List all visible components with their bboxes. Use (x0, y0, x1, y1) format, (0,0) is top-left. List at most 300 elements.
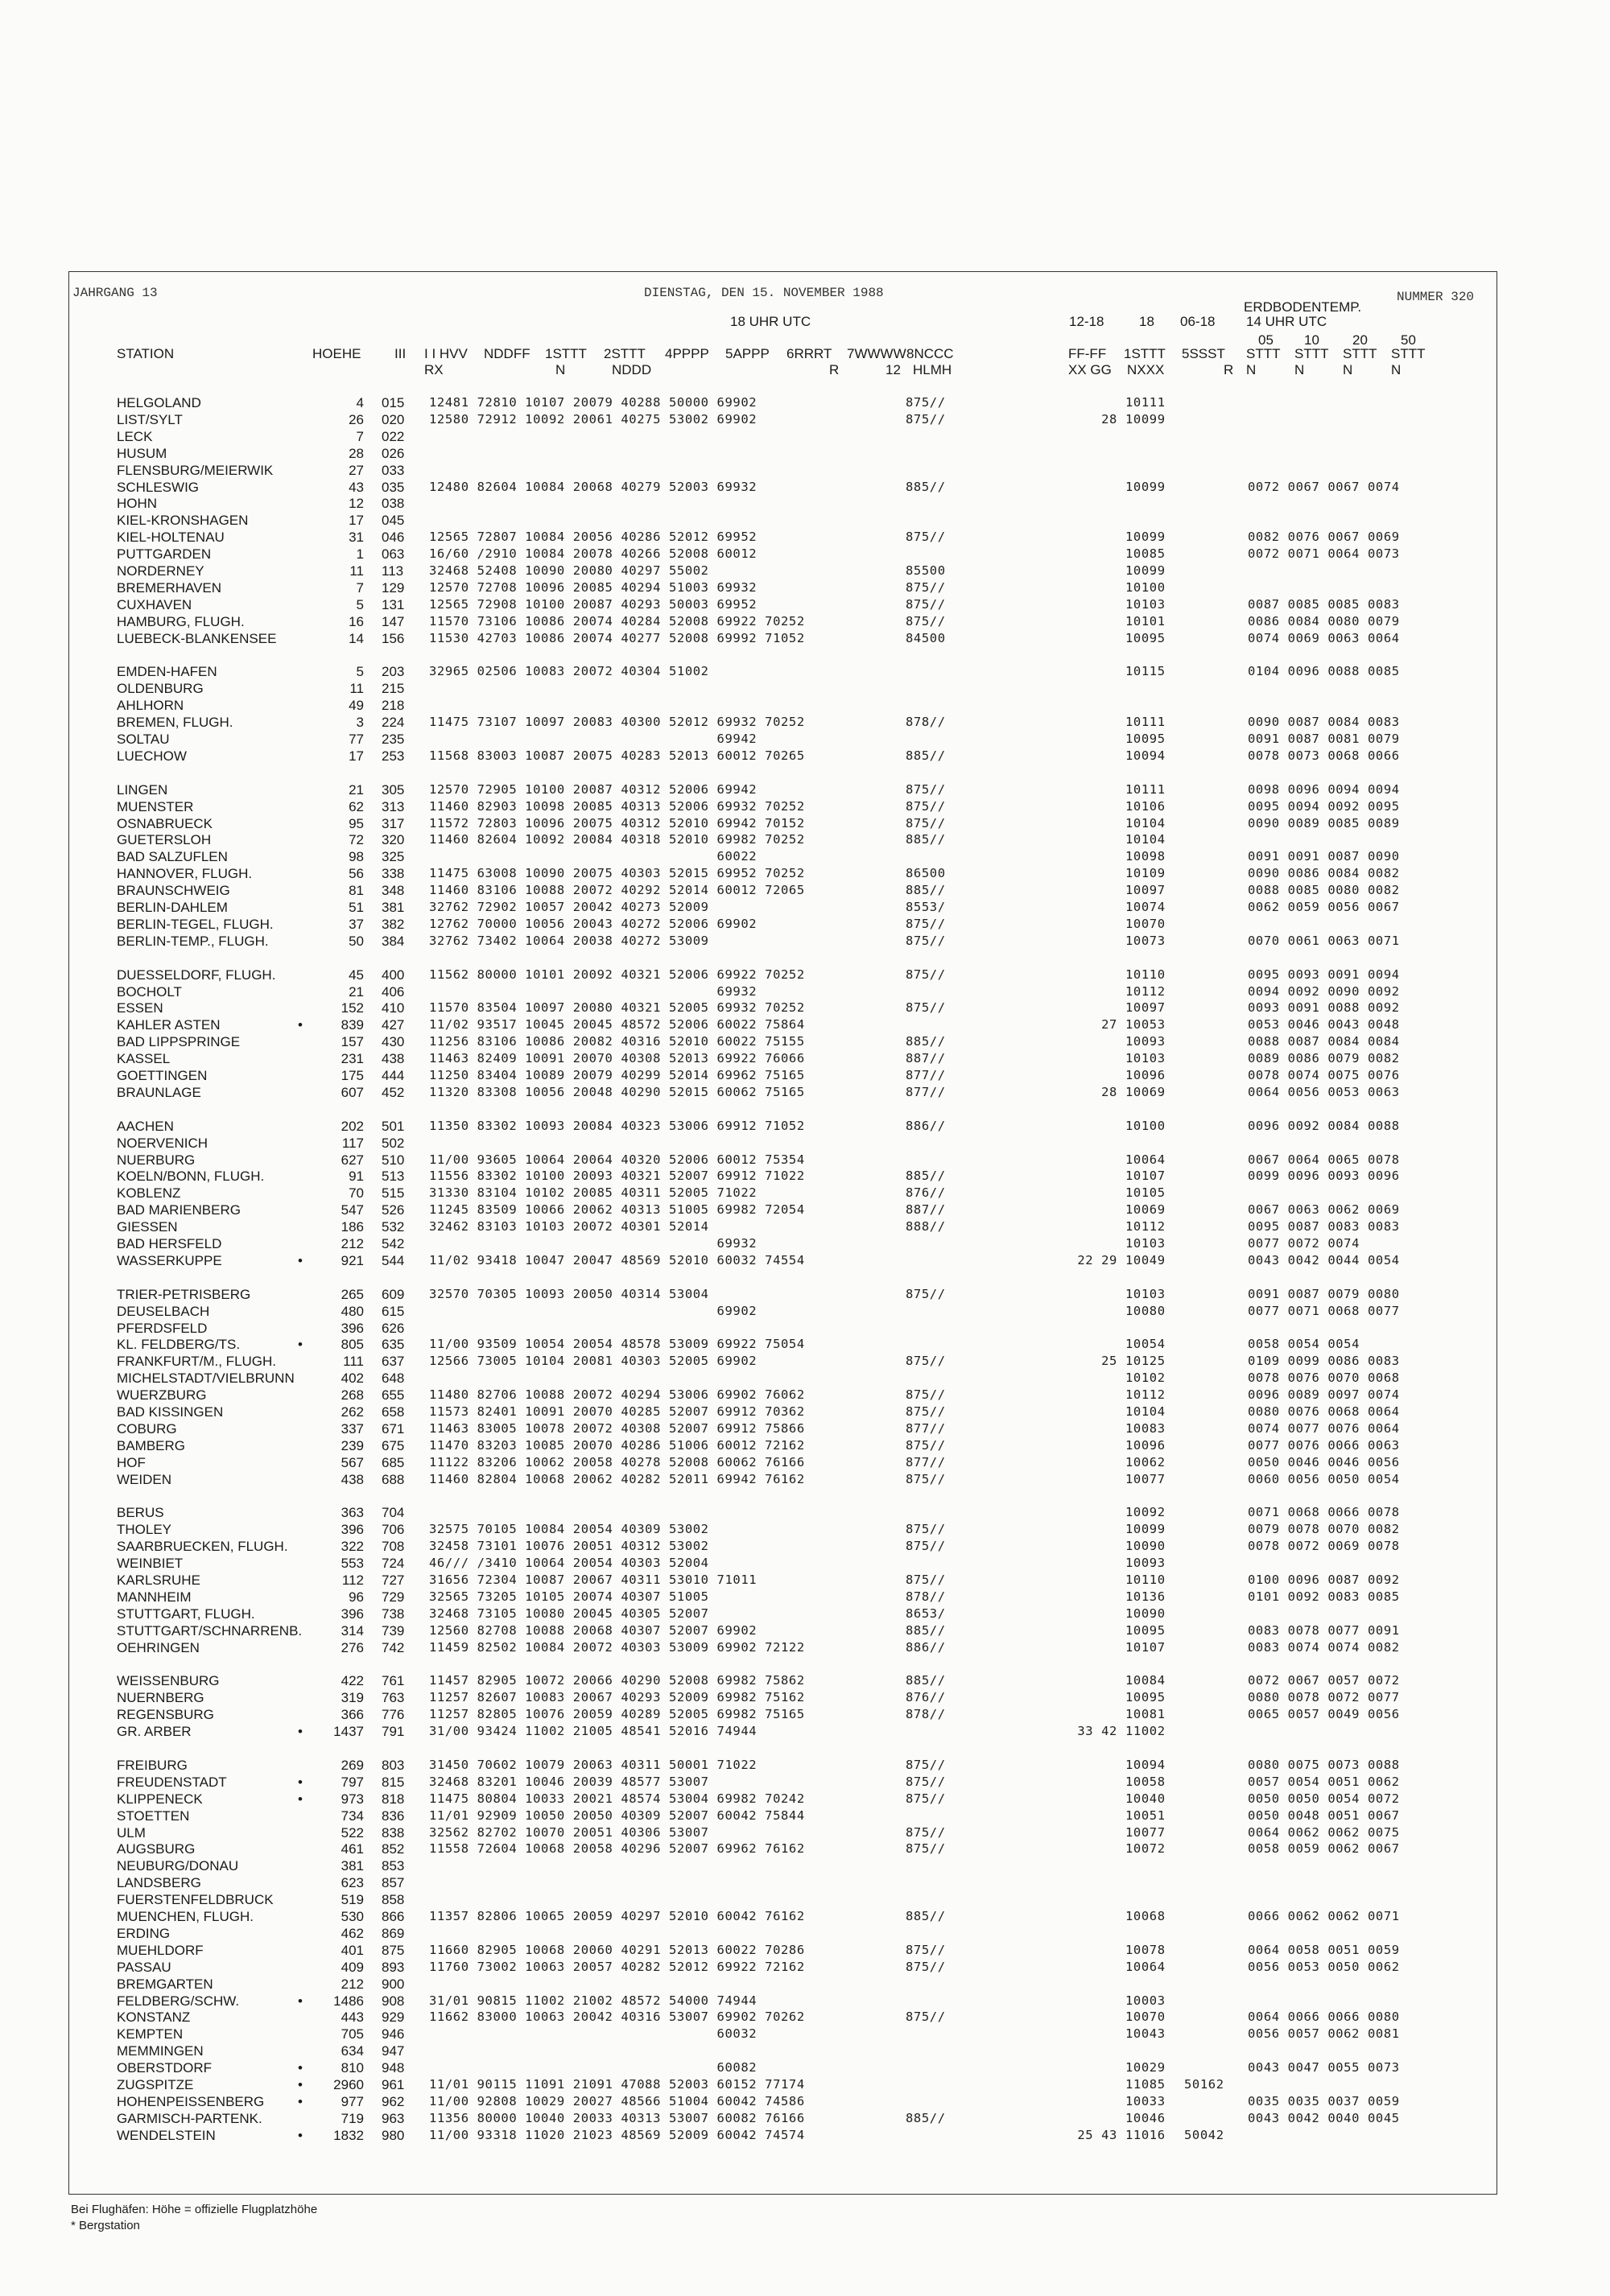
station-height: 28 (349, 445, 364, 461)
max-temp-group: 10110 (1125, 967, 1166, 982)
hdr-iii: III (394, 346, 407, 361)
station-id: 035 (382, 479, 405, 495)
bergstation-marker: • (298, 1017, 303, 1033)
station-id: 675 (382, 1437, 405, 1453)
col-18-label: 18 (1139, 314, 1154, 329)
uhr14-label: 14 UHR UTC (1246, 314, 1327, 329)
soil-temp-groups: 0078 0072 0069 0078 (1248, 1539, 1400, 1554)
depth-05: 05 (1258, 332, 1274, 348)
station-height: 4 (356, 395, 364, 410)
synop-groups: 11/01 92909 10050 20050 40309 52007 60042 75844 (429, 1808, 805, 1823)
hdr-n2: N (1294, 362, 1305, 377)
synop-groups: 16/60 /2910 10084 20078 40266 52008 60012 (429, 546, 758, 562)
station-name: BRAUNSCHWEIG (117, 883, 230, 899)
station-id: 706 (382, 1522, 405, 1538)
jahrgang-label: JAHRGANG 13 (72, 286, 158, 300)
cloud-group: 877// (906, 1068, 946, 1082)
station-id: 218 (382, 698, 405, 714)
synop-groups: 32458 73101 10076 20051 40312 53002 (429, 1539, 709, 1554)
station-name: KOBLENZ (117, 1185, 181, 1202)
soil-temp-groups: 0094 0092 0090 0092 (1248, 983, 1400, 999)
synop-groups: 32575 70105 10084 20054 40309 53002 (429, 1522, 709, 1537)
station-name: FREIBURG (117, 1757, 188, 1773)
synop-groups: 11357 82806 10065 20059 40297 52010 60042 76162 (429, 1909, 805, 1923)
station-id: 688 (382, 1471, 405, 1487)
station-name: SOLTAU (117, 732, 170, 747)
hdr-nxxx: NXXX (1127, 362, 1165, 377)
max-temp-group: 10107 (1125, 1169, 1166, 1184)
station-id: 515 (382, 1185, 405, 1202)
soil-temp-groups: 0078 0076 0070 0068 (1248, 1371, 1400, 1386)
station-height: 152 (341, 1000, 364, 1016)
soil-temp-groups: 0090 0086 0084 0082 (1248, 866, 1400, 881)
synop-groups: 11470 83203 10085 20070 40286 51006 60012 72162 (429, 1437, 805, 1453)
cloud-group: 875// (906, 1437, 946, 1453)
station-id: 452 (382, 1084, 405, 1100)
soil-temp-groups: 0095 0093 0091 0094 (1248, 967, 1400, 982)
station-name: OEHRINGEN (117, 1639, 200, 1655)
station-height: 607 (341, 1084, 364, 1100)
station-height: 50 (349, 933, 364, 949)
soil-temp-groups: 0087 0085 0085 0083 (1248, 596, 1400, 612)
station-name: FUERSTENFELDBRUCK (117, 1892, 274, 1908)
cloud-group: 885// (906, 883, 946, 898)
station-height: 269 (341, 1757, 364, 1773)
max-temp-group: 10040 (1125, 1791, 1166, 1806)
synop-groups: 69932 (429, 983, 758, 999)
gust-group: 28 (1101, 1084, 1117, 1099)
station-id: 648 (382, 1371, 405, 1387)
station-name: MUENCHEN, FLUGH. (117, 1909, 254, 1924)
station-height: 422 (341, 1673, 364, 1689)
cloud-group: 875// (906, 1942, 946, 1957)
max-temp-group: 10096 (1125, 1068, 1166, 1082)
col-12-18-label: 12-18 (1069, 314, 1104, 329)
max-temp-group: 10081 (1125, 1707, 1166, 1722)
max-temp-group: 10107 (1125, 1639, 1166, 1655)
cloud-group: 877// (906, 1420, 946, 1436)
station-name: MEMMINGEN (117, 2043, 204, 2059)
station-height: 268 (341, 1387, 364, 1404)
station-id: 836 (382, 1808, 405, 1824)
soil-temp-groups: 0067 0063 0062 0069 (1248, 1202, 1400, 1218)
synop-groups: 11460 83106 10088 20072 40292 52014 60012 72065 (429, 883, 805, 898)
soil-temp-groups: 0080 0078 0072 0077 (1248, 1690, 1400, 1705)
max-temp-group: 10097 (1125, 883, 1166, 898)
cloud-group: 887// (906, 1202, 946, 1218)
station-name: DUESSELDORF, FLUGH. (117, 967, 276, 983)
synop-groups: 60032 (429, 2026, 758, 2042)
max-temp-group: 10104 (1125, 1404, 1166, 1419)
station-name: FREUDENSTADT (117, 1774, 227, 1790)
station-height: 91 (349, 1169, 364, 1185)
hdr-hlmh: HLMH (913, 362, 952, 377)
gust-group: 33 42 (1077, 1724, 1117, 1739)
station-id: 022 (382, 428, 405, 444)
station-height: 3 (356, 715, 364, 731)
station-name: EMDEN-HAFEN (117, 664, 217, 680)
hdr-rx: RX (424, 362, 444, 377)
max-temp-group: 10103 (1125, 596, 1166, 612)
station-name: BAD SALZUFLEN (117, 849, 228, 865)
station-id: 791 (382, 1724, 405, 1740)
max-temp-group: 10095 (1125, 1690, 1166, 1705)
station-height: 96 (349, 1589, 364, 1605)
synop-groups: 12481 72810 10107 20079 40288 50000 69902 (429, 395, 758, 410)
station-id: 948 (382, 2060, 405, 2076)
station-height: 45 (349, 967, 364, 983)
station-height: 7 (356, 579, 364, 596)
station-height: 95 (349, 815, 364, 831)
cloud-group: 878// (906, 1707, 946, 1722)
synop-groups: 11460 82903 10098 20085 40313 52006 69932 70252 (429, 798, 805, 814)
max-temp-group: 10093 (1125, 1556, 1166, 1571)
synop-groups: 32762 73402 10064 20038 40272 53009 (429, 933, 709, 948)
station-height: 443 (341, 2010, 364, 2026)
synop-groups: 32468 52408 10090 20080 40297 55002 (429, 563, 709, 578)
synop-groups: 11480 82706 10088 20072 40294 53006 69902 76062 (429, 1387, 805, 1403)
synop-groups: 69942 (429, 732, 758, 746)
station-id: 893 (382, 1959, 405, 1975)
soil-temp-groups: 0065 0057 0049 0056 (1248, 1707, 1400, 1722)
station-id: 406 (382, 983, 405, 1000)
station-height: 27 (349, 462, 364, 478)
cloud-group: 876// (906, 1185, 946, 1201)
soil-temp-groups: 0079 0078 0070 0082 (1248, 1522, 1400, 1537)
max-temp-group: 10112 (1125, 983, 1166, 999)
gust-group: 27 (1101, 1017, 1117, 1033)
soil-temp-groups: 0093 0091 0088 0092 (1248, 1000, 1400, 1016)
station-name: BERLIN-DAHLEM (117, 900, 228, 915)
hdr-nddd: NDDD (612, 362, 652, 377)
station-name: HOF (117, 1454, 146, 1470)
station-height: 363 (341, 1505, 364, 1521)
soil-temp-groups: 0064 0058 0051 0059 (1248, 1942, 1400, 1957)
station-name: KASSEL (117, 1051, 171, 1067)
station-height: 16 (349, 613, 364, 629)
max-temp-group: 10078 (1125, 1942, 1166, 1957)
cloud-group: 887// (906, 1051, 946, 1066)
soil-temp-groups: 0072 0067 0067 0074 (1248, 479, 1400, 494)
max-temp-group: 10077 (1125, 1824, 1166, 1840)
station-name: BREMERHAVEN (117, 579, 222, 596)
station-id: 203 (382, 664, 405, 680)
station-height: 381 (341, 1858, 364, 1874)
soil-temp-groups: 0089 0086 0079 0082 (1248, 1051, 1400, 1066)
soil-temp-groups: 0074 0077 0076 0064 (1248, 1420, 1400, 1436)
station-height: 1832 (333, 2127, 364, 2143)
synop-groups: 11459 82502 10084 20072 40303 53009 69902 72122 (429, 1639, 805, 1655)
cloud-group: 875// (906, 815, 946, 831)
max-temp-group: 10111 (1125, 781, 1166, 797)
max-temp-group: 10092 (1125, 1505, 1166, 1520)
synop-groups: 12570 72708 10096 20085 40294 51003 69932 (429, 579, 758, 595)
station-id: 615 (382, 1303, 405, 1319)
station-id: 038 (382, 496, 405, 512)
station-name: MUENSTER (117, 798, 194, 814)
station-height: 81 (349, 883, 364, 899)
cloud-group: 885// (906, 2110, 946, 2125)
synop-groups: 11250 83404 10089 20079 40299 52014 69962 75165 (429, 1068, 805, 1082)
soil-temp-groups: 0072 0071 0064 0073 (1248, 546, 1400, 562)
station-id: 338 (382, 866, 405, 882)
max-temp-group: 10111 (1125, 715, 1166, 730)
station-name: MUEHLDORF (117, 1942, 204, 1958)
soil-temp-groups: 0077 0071 0068 0077 (1248, 1303, 1400, 1318)
synop-groups: 11460 82604 10092 20084 40318 52010 69982 70252 (429, 832, 805, 847)
hdr-iihvv: I I HVV (424, 346, 468, 361)
cloud-group: 875// (906, 411, 946, 427)
max-temp-group: 10062 (1125, 1454, 1166, 1470)
station-id: 526 (382, 1202, 405, 1218)
station-height: 805 (341, 1337, 364, 1353)
gust-group: 25 43 (1077, 2127, 1117, 2142)
cloud-group: 85500 (906, 563, 946, 578)
station-name: BERLIN-TEGEL, FLUGH. (117, 916, 274, 932)
station-height: 77 (349, 732, 364, 747)
station-height: 461 (341, 1841, 364, 1857)
station-height: 202 (341, 1118, 364, 1134)
station-id: 410 (382, 1000, 405, 1016)
hdr-8nccc: 8NCCC (906, 346, 954, 361)
station-height: 157 (341, 1034, 364, 1050)
max-temp-group: 10104 (1125, 832, 1166, 847)
synop-groups: 12570 72905 10100 20087 40312 52006 69942 (429, 781, 758, 797)
cloud-group: 8553/ (906, 900, 946, 914)
station-height: 276 (341, 1639, 364, 1655)
station-height: 1437 (333, 1724, 364, 1740)
station-name: WENDELSTEIN (117, 2127, 216, 2143)
station-height: 553 (341, 1556, 364, 1572)
hdr-2sttt: 2STTT (604, 346, 646, 361)
max-temp-group: 10073 (1125, 933, 1166, 948)
cloud-group: 875// (906, 1387, 946, 1403)
station-height: 11 (349, 563, 364, 579)
max-temp-group: 10090 (1125, 1606, 1166, 1621)
station-id: 857 (382, 1875, 405, 1891)
station-id: 929 (382, 2010, 405, 2026)
soil-temp-groups: 0083 0074 0074 0082 (1248, 1639, 1400, 1655)
erdbodentemp-label: ERDBODENTEMP. (1244, 299, 1362, 315)
soil-temp-groups: 0071 0068 0066 0078 (1248, 1505, 1400, 1520)
synop-groups: 12560 82708 10088 20068 40307 52007 69902 (429, 1622, 758, 1638)
max-temp-group: 10103 (1125, 1236, 1166, 1251)
max-temp-group: 10029 (1125, 2060, 1166, 2075)
station-height: 1 (356, 546, 364, 563)
station-id: 381 (382, 900, 405, 915)
station-height: 567 (341, 1454, 364, 1470)
max-temp-group: 10097 (1125, 1000, 1166, 1016)
station-id: 658 (382, 1404, 405, 1420)
station-name: LIST/SYLT (117, 411, 183, 427)
synop-groups: 32562 82702 10070 20051 40306 53007 (429, 1824, 709, 1840)
max-temp-group: 10080 (1125, 1303, 1166, 1318)
station-id: 015 (382, 395, 405, 410)
station-id: 063 (382, 546, 405, 563)
max-temp-group: 10096 (1125, 1437, 1166, 1453)
station-name: GUETERSLOH (117, 832, 212, 848)
soil-temp-groups: 0043 0047 0055 0073 (1248, 2060, 1400, 2075)
bergstation-marker: • (298, 1252, 303, 1268)
hdr-12: 12 (886, 362, 901, 377)
max-temp-group: 10100 (1125, 579, 1166, 595)
cloud-group: 885// (906, 479, 946, 494)
station-name: LECK (117, 428, 153, 444)
station-height: 231 (341, 1051, 364, 1067)
station-id: 946 (382, 2026, 405, 2042)
station-height: 396 (341, 1320, 364, 1336)
synop-groups: 31/01 90815 11002 21002 48572 54000 74944 (429, 1993, 758, 2008)
soil-temp-groups: 0104 0096 0088 0085 (1248, 664, 1400, 679)
soil-temp-groups: 0098 0096 0094 0094 (1248, 781, 1400, 797)
soil-temp-groups: 0088 0087 0084 0084 (1248, 1034, 1400, 1049)
soil-temp-groups: 0096 0089 0097 0074 (1248, 1387, 1400, 1403)
station-height: 17 (349, 748, 364, 764)
station-height: 112 (341, 1573, 364, 1588)
station-id: 763 (382, 1690, 405, 1706)
max-temp-group: 10098 (1125, 849, 1166, 864)
max-temp-group: 10103 (1125, 1286, 1166, 1301)
soil-temp-groups: 0082 0076 0067 0069 (1248, 530, 1400, 545)
synop-groups: 11457 82905 10072 20066 40290 52008 69982 75862 (429, 1673, 805, 1688)
max-temp-group: 10068 (1125, 1909, 1166, 1923)
date-label: DIENSTAG, DEN 15. NOVEMBER 1988 (644, 286, 884, 300)
synop-groups: 46/// /3410 10064 20054 40303 52004 (429, 1556, 709, 1571)
hdr-6rrrt: 6RRRT (786, 346, 832, 361)
cloud-group: 875// (906, 596, 946, 612)
station-name: PUTTGARDEN (117, 546, 212, 563)
synop-groups: 11245 83509 10066 20062 40313 51005 69982 72054 (429, 1202, 805, 1218)
station-height: 634 (341, 2043, 364, 2059)
cloud-group: 885// (906, 832, 946, 847)
synop-groups: 12480 82604 10084 20068 40279 52003 69932 (429, 479, 758, 494)
station-name: AUGSBURG (117, 1841, 196, 1857)
station-id: 131 (382, 596, 405, 612)
station-id: 963 (382, 2110, 405, 2126)
synop-groups: 11572 72803 10096 20075 40312 52010 69942 70152 (429, 815, 805, 831)
station-id: 542 (382, 1236, 405, 1251)
station-id: 742 (382, 1639, 405, 1655)
station-name: KEMPTEN (117, 2026, 184, 2042)
station-id: 655 (382, 1387, 405, 1404)
station-name: MICHELSTADT/VIELBRUNN (117, 1371, 295, 1387)
max-temp-group: 10099 (1125, 563, 1166, 578)
synop-groups: 11760 73002 10063 20057 40282 52012 69922 72162 (429, 1959, 805, 1974)
station-id: 875 (382, 1942, 405, 1958)
station-name: FLENSBURG/MEIERWIK (117, 462, 274, 478)
soil-temp-groups: 0095 0087 0083 0083 (1248, 1219, 1400, 1235)
station-name: LINGEN (117, 781, 168, 798)
station-height: 5 (356, 596, 364, 612)
station-height: 51 (349, 900, 364, 915)
station-height: 438 (341, 1471, 364, 1487)
max-temp-group: 10111 (1125, 395, 1166, 410)
synop-groups: 60082 (429, 2060, 758, 2075)
cloud-group: 877// (906, 1084, 946, 1099)
max-temp-group: 10100 (1125, 1118, 1166, 1133)
synop-groups: 11257 82607 10083 20067 40293 52009 69982 75162 (429, 1690, 805, 1705)
hdr-sttt2: STTT (1294, 346, 1329, 361)
station-id: 382 (382, 916, 405, 932)
station-height: 480 (341, 1303, 364, 1319)
soil-temp-groups: 0072 0067 0057 0072 (1248, 1673, 1400, 1688)
synop-groups: 11660 82905 10068 20060 40291 52013 60022 70286 (429, 1942, 805, 1957)
hdr-hoehe: HOEHE (312, 346, 361, 361)
station-height: 117 (341, 1135, 364, 1151)
soil-temp-groups: 0078 0073 0068 0066 (1248, 748, 1400, 763)
synop-groups: 11320 83308 10056 20048 40290 52015 60062 75165 (429, 1084, 805, 1099)
synop-groups: 11356 80000 10040 20033 40313 53007 60082 76166 (429, 2110, 805, 2125)
station-name: GIESSEN (117, 1219, 178, 1235)
soil-temp-groups: 0062 0059 0056 0067 (1248, 900, 1400, 914)
max-temp-group: 10085 (1125, 546, 1166, 562)
station-id: 858 (382, 1892, 405, 1908)
station-height: 11 (349, 681, 364, 697)
station-name: KOELN/BONN, FLUGH. (117, 1169, 265, 1185)
soil-temp-groups: 0090 0087 0084 0083 (1248, 715, 1400, 730)
station-height: 839 (341, 1017, 364, 1033)
soil-temp-groups: 0064 0066 0066 0080 (1248, 2010, 1400, 2025)
station-height: 72 (349, 832, 364, 848)
max-temp-group: 10095 (1125, 732, 1166, 746)
soil-temp-groups: 0056 0053 0050 0062 (1248, 1959, 1400, 1974)
max-temp-group: 10069 (1125, 1202, 1166, 1218)
hdr-5appp: 5APPP (725, 346, 770, 361)
station-id: 313 (382, 798, 405, 814)
station-name: SCHLESWIG (117, 479, 200, 495)
gust-group: 22 29 (1077, 1252, 1117, 1268)
cloud-group: 875// (906, 1959, 946, 1974)
synop-groups: 11558 72604 10068 20058 40296 52007 69962 76162 (429, 1841, 805, 1857)
max-temp-group: 10109 (1125, 866, 1166, 881)
cloud-group: 875// (906, 395, 946, 410)
station-name: BERLIN-TEMP., FLUGH. (117, 933, 269, 949)
synop-groups: 69902 (429, 1303, 758, 1318)
bergstation-marker: • (298, 1993, 303, 2009)
station-id: 235 (382, 732, 405, 747)
station-name: NORDERNEY (117, 563, 204, 579)
max-temp-group: 10099 (1125, 1522, 1166, 1537)
station-height: 5 (356, 664, 364, 680)
synop-groups: 31/00 93424 11002 21005 48541 52016 74944 (429, 1724, 758, 1739)
max-temp-group: 10064 (1125, 1152, 1166, 1167)
soil-temp-groups: 0099 0096 0093 0096 (1248, 1169, 1400, 1184)
footnote-bergstation: * Bergstation (71, 2219, 140, 2232)
station-height: 623 (341, 1875, 364, 1891)
station-id: 609 (382, 1286, 405, 1302)
cloud-group: 875// (906, 1824, 946, 1840)
synop-groups: 11/00 92808 10029 20027 48566 51004 60042 74586 (429, 2093, 805, 2108)
station-id: 444 (382, 1068, 405, 1083)
station-name: BAD MARIENBERG (117, 1202, 241, 1218)
soil-temp-groups: 0077 0072 0074 (1248, 1236, 1360, 1251)
station-id: 325 (382, 849, 405, 865)
soil-temp-groups: 0035 0035 0037 0059 (1248, 2093, 1400, 2108)
synop-groups: 12762 70000 10056 20043 40272 52006 69902 (429, 916, 758, 931)
station-id: 671 (382, 1420, 405, 1437)
station-id: 224 (382, 715, 405, 731)
station-id: 113 (382, 563, 404, 579)
soil-temp-groups: 0067 0064 0065 0078 (1248, 1152, 1400, 1167)
soil-temp-groups: 0050 0050 0054 0072 (1248, 1791, 1400, 1806)
soil-temp-groups: 0060 0056 0050 0054 (1248, 1471, 1400, 1486)
max-temp-group: 10112 (1125, 1219, 1166, 1235)
cloud-group: 876// (906, 1690, 946, 1705)
station-id: 738 (382, 1606, 405, 1622)
station-height: 337 (341, 1420, 364, 1437)
cloud-group: 885// (906, 1673, 946, 1688)
station-name: NOERVENICH (117, 1135, 208, 1151)
